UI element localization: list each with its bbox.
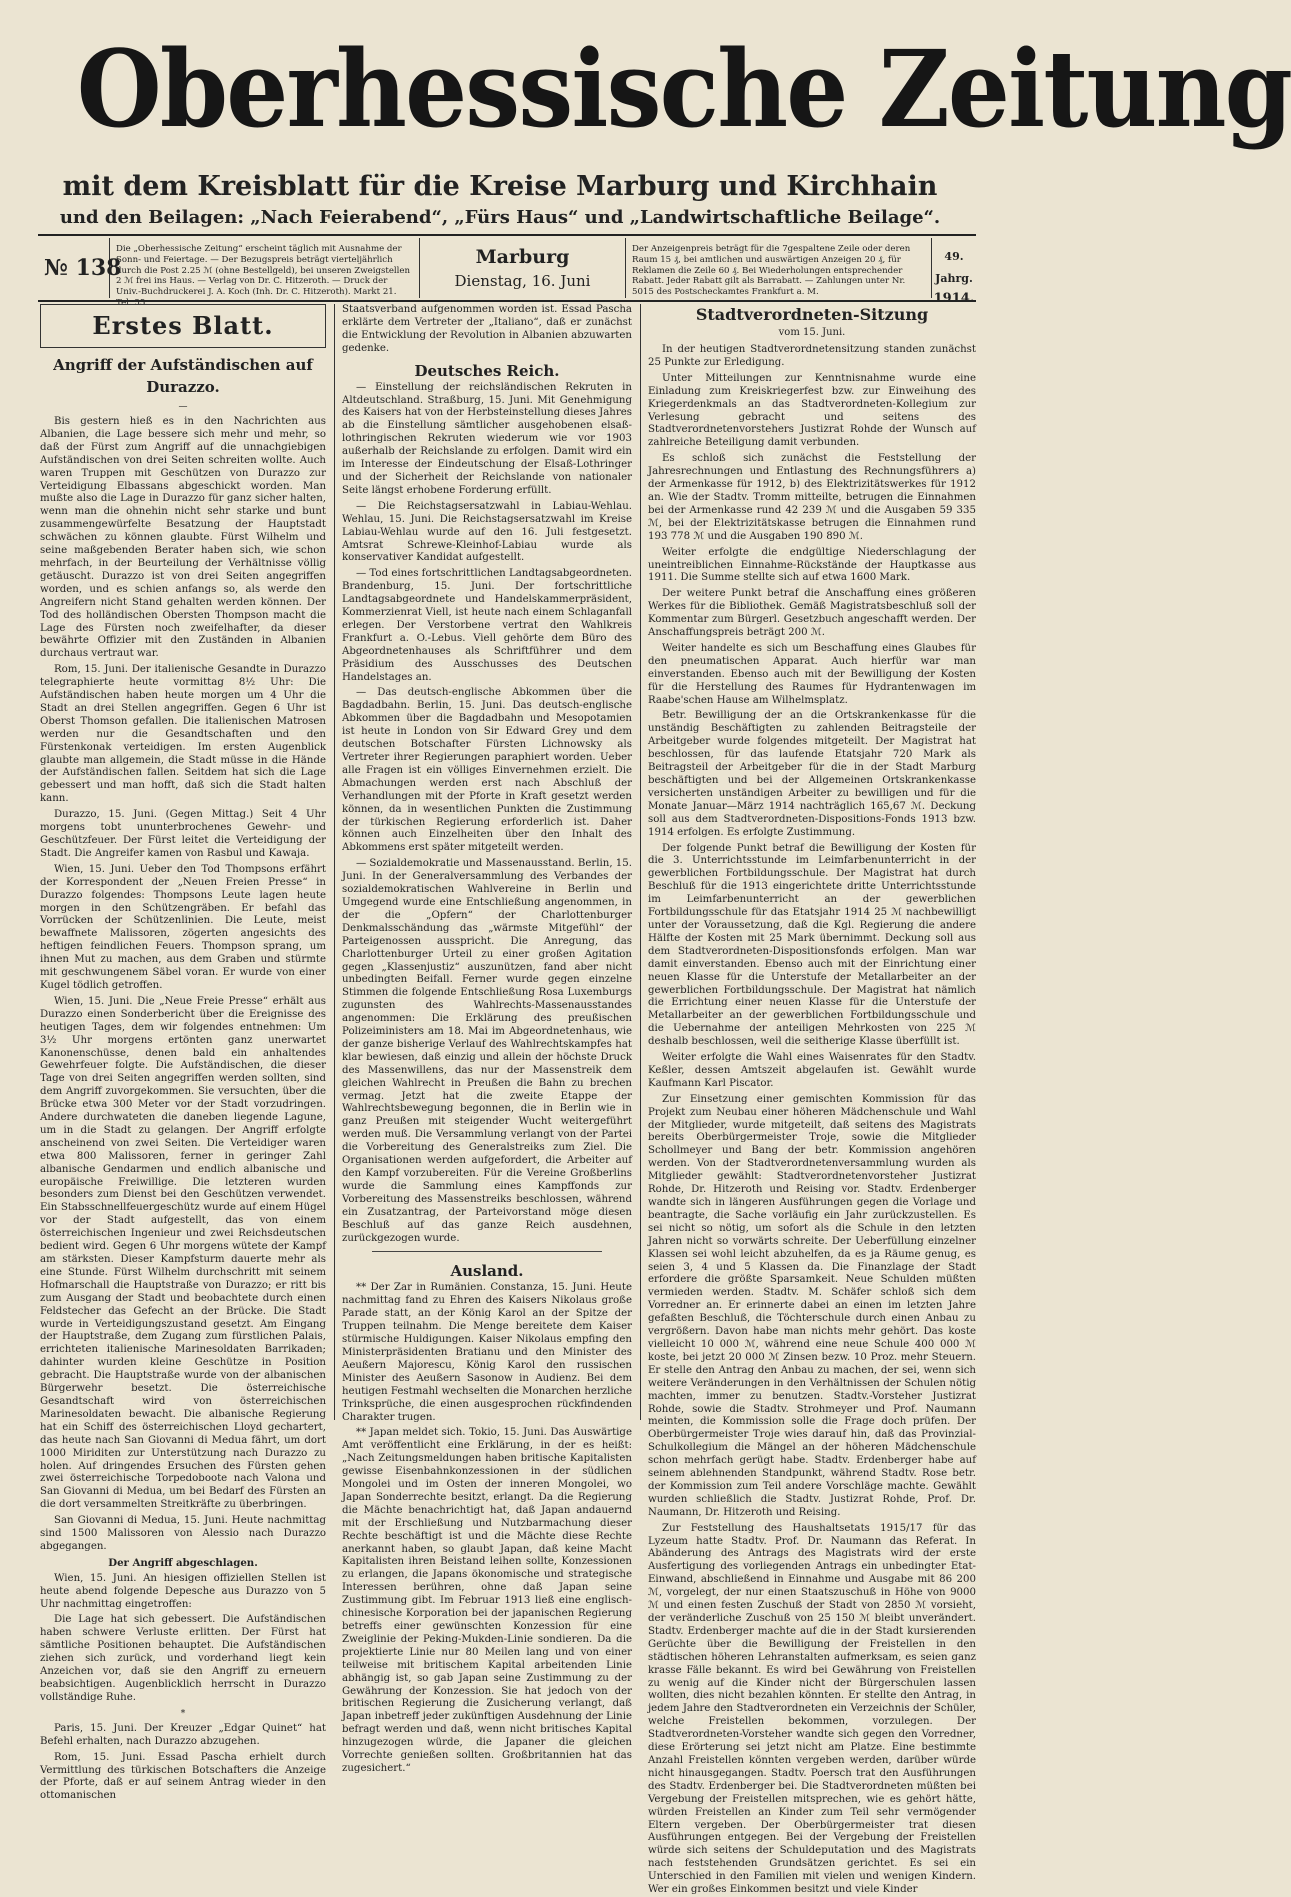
volume-cell bbox=[932, 238, 976, 306]
article-paragraph: Wien, 15. Juni. An hiesigen offiziellen Stellen ist heute abend folgende Depesche aus Durazzo von 5 Uhr nachmittag eingetroffen: bbox=[40, 1572, 326, 1610]
divider bbox=[372, 1251, 602, 1252]
issue-number-cell bbox=[38, 238, 122, 298]
news-item: ** Der Zar in Rumänien. Constanza, 15. Juni. Heute nachmittag fand zu Ehren des Kaisers Nikolaus große Parade statt, an der König Karol an der Spitze der Truppen teilnahm. Die Menge bereitete dem Kaiser stürmische Huldigungen. Kaiser Nikolaus empfing den Ministerpräsidenten Bratianu und den Minister des Aeußern Majorescu, König Karol den russischen Minister des Aeußern Sasonow in Audienz. Bei dem heutigen Festmahl wechselten die Monarchen herzliche Trinksprüche, die einen ausgesprochen rückfindenden Charakter trugen. bbox=[342, 1282, 632, 1423]
article-paragraph: Rom, 15. Juni. Essad Pascha erhielt durch Vermittlung des türkischen Botschafters die Anzeige der Pforte, daß er auf seinem Antrag wieder in den ottomanischen bbox=[40, 1751, 326, 1802]
article-paragraph: Durazzo, 15. Juni. (Gegen Mittag.) Seit 4 Uhr morgens tobt ununterbrochenes Gewehr- und Geschützfeuer. Der Fürst leitet die Verteidigung der Stadt. Die Angreifer kamen von Rasbul und Kawaja. bbox=[40, 809, 326, 859]
article-paragraph: San Giovanni di Medua, 15. Juni. Heute nachmittag sind 1500 Malissoren von Alessio nach Durazzo abgegangen. bbox=[40, 1515, 326, 1552]
ad-price-cell bbox=[626, 238, 932, 298]
article-paragraph: Paris, 15. Juni. Der Kreuzer „Edgar Quinet“ hat Befehl erhalten, nach Durazzo abzugehen. bbox=[40, 1722, 326, 1747]
newspaper-subtitle: mit dem Kreisblatt für die Kreise Marburg und Kirchhain bbox=[62, 171, 938, 202]
city-name: Marburg bbox=[475, 246, 570, 268]
news-item: — Einstellung der reichsländischen Rekruten in Altdeutschland. Straßburg, 15. Juni. Mit Genehmigung des Kaisers hat von der Herbsteinstellung dieses Jahres ab die Einstellung sämtlicher ausgehobenen elsaß-lothringischen Rekruten wiederum wie vor 1903 außerhalb der Reichslande zu erfolgen. Damit wird ein im Interesse der Eindeutschung der Elsaß-Lothringer und der Sicherheit der Reichslande von nationaler Seite längst erhobene Forderung erfüllt. bbox=[342, 381, 632, 496]
column-2 bbox=[342, 304, 632, 1774]
issue-number: № 138 bbox=[44, 255, 122, 281]
article-paragraph: Betr. Bewilligung der an die Ortskrankenkasse für die unständig Beschäftigten zu zahlenden Beitragsteile der Arbeitgeber wurde folgendes mitgeteilt. Der Magistrat hat beschlossen, für das laufende Etatsjahr 720 Mark als Beitragsteil der Arbeitgeber für die in der Stadt Marburg beschäftigten und bei der Allgemeinen Ortskrankenkasse versicherten unständigen Arbeiter zu bewilligen und für die Monate Januar—März 1914 nachträglich 165,67 ℳ. Deckung soll aus dem Stadtverordneten-Dispositions-Fonds 1913 bzw. 1914 erfolgen. Es erfolgte Zustimmung. bbox=[648, 710, 976, 838]
column-divider-2 bbox=[640, 304, 641, 1420]
column-1 bbox=[40, 304, 326, 1802]
issue-date: Dienstag, 16. Juni bbox=[454, 272, 591, 290]
article-paragraph: Die Lage hat sich gebessert. Die Aufständischen haben schwere Verluste erlitten. Der Fürst hat sämtliche Positionen behauptet. Die Aufständischen ziehen sich zurück, und vorderhand liegt kein Anzeichen vor, daß sie den Angriff zu erneuern beabsichtigen. Augenblicklich herrscht in Durazzo vollständige Ruhe. bbox=[40, 1614, 326, 1703]
article-headline-stadtverordneten: Stadtverordneten-Sitzung bbox=[695, 305, 929, 324]
article-paragraph: Zur Einsetzung einer gemischten Kommission für das Projekt zum Neubau einer höheren Mädchenschule und Wahl der Mitglieder, wurde mitgeteilt, daß seitens des Magistrats bereits Oberbürgermeister Troje, sowie die Mitglieder Schollmeyer und Bang der betr. Kommission angehören werden. Von der Stadtverordnetenversammlung wurden als Mitglieder gewählt: Stadtverordnetenvorsteher Justizrat Rohde, Dr. Hitzeroth und Reising vor. Stadtv. Erdenberger wandte sich in längeren Ausführungen gegen die Vorlage und beantragte, die Sache vorläufig ein Jahr zurückzustellen. Es sei nicht so nötig, um sofort als die Schule in den letzten Jahren nicht so vorwärts schreite. Der Ueberfüllung einzelner Klassen sei wohl leicht abzuhelfen, da es ja Räume genug, es seien 3, 4 und 5 Klassen da. Die Finanzlage der Stadt erfordere die größte Sparsamkeit. Neue Schulden müßten vermieden werden. Stadtv. M. Schäfer schloß sich dem Vorredner an. Er erinnerte dabei an einen im letzten Jahre gefaßten Beschluß, die Töchterschule durch einen Anbau zu vergrößern. Davon habe man nichts mehr gehört. Das koste vielleicht 10 000 ℳ, während eine neue Schule 400 000 ℳ koste, bei jetzt 20 000 ℳ Zinsen bezw. 10 Proz. mehr Steuern. Er stelle den Antrag den Anbau zu machen, der sei, wenn sich weitere Veränderungen in den Verhältnissen der Schulen nötig machten, immer zu benutzen. Stadtv.-Vorsteher Justizrat Rohde, sowie die Stadtv. Strohmeyer und Prof. Naumann meinten, die Kommission solle die Frage doch prüfen. Der Oberbürgermeister Troje wies darauf hin, daß das Provinzial-Schulkollegium die Mängel an der höheren Mädchenschule schon mehrfach gerügt habe. Stadtv. Erdenberger habe auf seinem ablehnenden Standpunkt, während Stadtv. Rose betr. der Kommission zum Teil andere Vorschläge machte. Gewählt wurden schließlich die Stadtv. Justizrat Rohde, Prof. Dr. Naumann, Dr. Hitzeroth und Reising. bbox=[648, 1093, 976, 1518]
publisher-note-cell bbox=[110, 238, 420, 308]
column-3 bbox=[648, 304, 976, 1896]
article-date: vom 15. Juni. bbox=[778, 327, 846, 338]
article-paragraph: Rom, 15. Juni. Der italienische Gesandte in Durazzo telegraphierte heute vormittag 8½ Uhr: Die Aufständischen haben heute morgen um 4 Uhr die Stadt an drei Stellen angegriffen. Gegen 6 Uhr ist Oberst Thomson gefallen. Die italienischen Matrosen werden nur die Gesandtschaften und den Fürstenkonak verteidigen. Im ersten Augenblick glaubte man allgemein, die Stadt müsse in die Hände der Aufständischen fallen. Seitdem hat sich die Lage gebessert und man hofft, daß sich die Stadt halten kann. bbox=[40, 664, 326, 805]
news-item: ** Japan meldet sich. Tokio, 15. Juni. Das Auswärtige Amt veröffentlicht eine Erklärung, in der es heißt: „Nach Zeitungsmeldungen haben britische Kapitalisten gewisse Eisenbahnkonzessionen in der südlichen Mongolei und im Osten der inneren Mongolei, wo Japan Sonderrechte besitzt, erlangt. Da die Regierung die Mächte benachrichtigt hat, daß Japan andauernd mit der Erschließung und Nutzbarmachung dieser Rechte beschäftigt ist und die Mächte diese Rechte anerkannt haben, so glaubt Japan, daß keine Macht Kapitalisten ihren Beistand leihen sollte, Konzessionen zu erlangen, die Japans ökonomische und strategische Interessen berühren, ohne daß Japan seine Zustimmung gibt. Im Februar 1913 ließ eine englisch-chinesische Korporation bei der japanischen Regierung betreffs einer gewünschten Konzession für eine Zweiglinie der Peking-Mukden-Linie sondieren. Da die projektierte Linie nur 80 Meilen lang und von einer teilweise mit britischem Kapital arbeitenden Linie abhängig ist, so gab Japan seine Zustimmung zu der Gewährung der Konzession. Sie hat jedoch von der britischen Regierung die Zusicherung verlangt, daß Japan inbetreff jeder zukünftigen Ausdehnung der Linie befragt werden und daß, wenn nicht britisches Kapital hinzugezogen würde, die Japaner die gleichen Vorrechte genießen sollten. Großbritannien hat das zugesichert.“ bbox=[342, 1427, 632, 1774]
volume-number: 49. Jahrg. bbox=[935, 250, 973, 285]
dateline-cell bbox=[420, 238, 626, 298]
info-bar bbox=[38, 238, 976, 308]
article-paragraph: Wien, 15. Juni. Die „Neue Freie Presse“ erhält aus Durazzo einen Sonderbericht über die Ereignisse des heutigen Tages, dem wir folgendes entnehmen: Um 3½ Uhr morgens ertönten ganz unerwartet Kanonenschüsse, denen bald ein anhaltendes Gewehrfeuer folgte. Die Aufständischen, die dieser Tage von drei Seiten angegriffen werden sollten, sind dem Angriff zuvorgekommen. Sie versuchten, über die Brücke etwa 300 Meter vor der Stadt vorzudringen. Andere durchwateten die daneben liegende Lagune, um in die Stadt zu gelangen. Der Angriff erfolgte anscheinend von zwei Seiten. Die Verteidiger waren etwa 800 Malissoren, ferner in geringer Zahl albanische Gendarmen und endlich albanische und europäische Freiwillige. Die letzteren wurden besonders zum Dienst bei den Geschützen verwendet. Ein Stabsschnellfeuergeschütz wurde auf einem Hügel vor der Stadt aufgestellt, das von einem österreichischen Ingenieur und zwei Reichsdeutschen bedient wird. Gegen 6 Uhr morgens wütete der Kampf am stärksten. Dieser Kampfsturm dauerte mehr als eine Stunde. Fürst Wilhelm durchschritt mit seinem Hofmarschall die Hauptstraße von Durazzo; er ritt bis zum Ausgang der Stadt und beobachtete durch einen Feldstecher das Gefecht an der Brücke. Die Stadt wurde in Verteidigungszustand gesetzt. Am Eingang der Hauptstraße, dem Zugang zum fürstlichen Palais, errichteten italienische Marinesoldaten Barrikaden; dahinter wurden kleine Geschütze in Position gebracht. Die Hauptstraße wurde von der albanischen Bürgerwehr besetzt. Die österreichische Gesandtschaft wird von österreichischen Marinesoldaten bewacht. Die albanische Regierung hat ein Schiff des österreichischen Lloyd gechartert, das heute nach San Giovanni di Medua fährt, um dort 1000 Miriditen zur Unterstützung nach Durazzo zu holen. Auf dringendes Ersuchen des Fürsten gehen zwei österreichische Torpedoboote nach Valona und San Giovanni di Medua, um bei Bedarf des Fürsten an die dort versammelten Streitkräfte zu überbringen. bbox=[40, 995, 326, 1511]
masthead bbox=[40, 14, 1291, 164]
publisher-note: Die „Oberhessische Zeitung“ erscheint täglich mit Ausnahme der Sonn- und Feiertage. — Der Bezugspreis beträgt vierteljährlich durch die Post 2.25 ℳ (ohne Bestellgeld), bei unseren Zweigstellen 2 ℳ frei ins Haus. — Verlag von Dr. C. Hitzeroth. — Druck der Univ.-Buchdruckerei J. A. Koch (Inh. Dr. C. Hitzeroth). Markt 21. Tel. 55. bbox=[116, 244, 411, 308]
article-paragraph: In der heutigen Stadtverordnetensitzung standen zunächst 25 Punkte zur Erledigung. bbox=[648, 344, 976, 368]
top-rule bbox=[38, 234, 976, 236]
article-paragraph: Weiter handelte es sich um Beschaffung eines Glaubes für den pneumatischen Apparat. Auch hierfür war man einverstanden. Ebenso auch mit der Bewilligung der Kosten für die Herstellung des Raumes für Hydrantenwagen im Raabe'schen Hause am Wilhelmsplatz. bbox=[648, 642, 976, 706]
section-box bbox=[40, 304, 326, 348]
article-paragraph: Weiter erfolgte die Wahl eines Waisenrates für den Stadtv. Keßler, dessen Amtszeit abgelaufen ist. Gewählt wurde Kaufmann Karl Piscator. bbox=[648, 1052, 976, 1089]
news-item: — Die Reichstagsersatzwahl in Labiau-Wehlau. Wehlau, 15. Juni. Die Reichstagsersatzwahl im Kreise Labiau-Wehlau wurde auf den 16. Juli festgesetzt. Amtsrat Schrewe-Kleinhof-Labiau wurde als konservativer Kandidat aufgestellt. bbox=[342, 500, 632, 564]
article-paragraph: Staatsverband aufgenommen worden ist. Essad Pascha erklärte dem Vertreter der „Italiano“, daß er zunächst die Entwicklung der Revolution in Albanien abzuwarten gedenke. bbox=[342, 304, 632, 354]
news-item: — Tod eines fortschrittlichen Landtagsabgeordneten. Brandenburg, 15. Juni. Der fortschrittliche Landtagsabgeordnete und Handelskammerpräsident, Kommerzienrat Viell, ist heute nach einem Schlaganfall erlegen. Der Verstorbene vertrat den Wahlkreis Frankfurt a. O.-Lebus. Viell gehörte dem Büro des Abgeordnetenhauses als Schriftführer und dem Präsidium des Ausschusses des Deutschen Handelstages an. bbox=[342, 568, 632, 683]
column-divider-1 bbox=[334, 304, 335, 1420]
article-paragraph: Zur Feststellung des Haushaltsetats 1915/17 für das Lyzeum hatte Stadtv. Prof. Dr. Naumann das Referat. In Abänderung des Antrags des Magistrats wird der erste Ausfertigung des vorliegenden Antrags ein unbedingter Etat-Einwand, abschließend in Einnahme und Ausgabe mit 86 200 ℳ, vorgelegt, der nur einen Staatszuschuß in Höhe von 9000 ℳ und einen festen Zuschuß der Stadt von 2850 ℳ vorsieht, der veränderliche Zuschuß von 25 150 ℳ bleibt unverändert. Stadtv. Erdenberger machte auf die in der Stadt kursierenden Gerüchte über die Bewilligung der Freistellen in den städtischen höheren Lehranstalten aufmerksam, es seien ganz krasse Fälle bekannt. Es wird bei Gewährung von Freistellen zu wenig auf die Kinder nicht der Bürgerschulen lassen wollten, dies nicht bezahlen könnten. Er stellte den Antrag, in jedem Jahre den Stadtverordneten ein Verzeichnis der Schüler, welche Freistellen bekommen, vorzulegen. Der Stadtverordneten-Vorsteher wandte sich gegen den Vorredner, diese Erörterung sei jetzt nicht am Platze. Eine bestimmte Anzahl Freistellen könnten vergeben werden, darüber würde nicht hinausgegangen. Stadtv. Poersch trat den Ausführungen des Stadtv. Erdenberger bei. Die Stadtverordneten müßten bei Vergebung der Freistellen mitsprechen, wie es gehört hätte, würden Freistellen an Kinder zum Teil sehr vermögender Eltern vergeben. Der Oberbürgermeister trat diesen Ausführungen entgegen. Bei der Vergebung der Freistellen würde sich seitens der Schuldeputation und des Magistrats nach feststehenden Grundsätzen gerichtet. Es sei ein Unterschied in den Familien mit vielen und wenigen Kindern. Wer ein großes Einkommen besitzt und viele Kinder bbox=[648, 1522, 976, 1896]
news-item: — Sozialdemokratie und Massenausstand. Berlin, 15. Juni. In der Generalversammlung des Verbandes der sozialdemokratischen Wahlvereine in Berlin und Umgegend wurde eine Entschließung angenommen, in der die „Opfern“ der Charlottenburger Denkmalsschändung das „wärmste Mitgefühl“ der Parteigenossen ausspricht. Die Anregung, das Charlottenburger Urteil zu einer großen Agitation gegen „Klassenjustiz“ auszunützen, fand aber nicht unbedingten Beifall. Ferner wurde gegen einzelne Stimmen die folgende Entschließung Rosa Luxemburgs zugunsten des Wahlrechts-Massenausstandes angenommen: Die Erklärung des preußischen Polizeiministers am 18. Mai im Abgeordnetenhaus, wie der ganze bisherige Verlauf des Wahlrechtskampfes hat klar bewiesen, daß einzig und allein der höchste Druck des Massenwillens, das nur der Massenstreik dem gleichen Wahlrecht in Preußen die Bahn zu brechen vermag. Jetzt hat die zweite Etappe der Wahlrechtsbewegung begonnen, die in Berlin wie in ganz Preußen mit steigender Wucht weitergeführt werden muß. Die Versammlung verlangt von der Partei die Vorbereitung des Generalstreiks zum Ziel. Die Organisationen werden aufgefordert, die Arbeiter auf den Kampf vorzubereiten. Für die Vereine Großberlins wurde die Sammlung eines Kampffonds zur Vorbereitung des Massenstreiks beschlossen, während ein Zusatzantrag, der Parteivorstand möge diesen Beschluß auf das ganze Reich ausdehnen, zurückgezogen wurde. bbox=[342, 858, 632, 1244]
article-paragraph: Der weitere Punkt betraf die Anschaffung eines größeren Werkes für die Bibliothek. Gemäß Magistratsbeschluß soll der Kommentar zum Bürgerl. Gesetzbuch angeschafft werden. Der Anschaffungspreis beträgt 200 ℳ. bbox=[648, 588, 976, 639]
section-heading-deutsches-reich: Deutsches Reich. bbox=[414, 361, 560, 380]
newspaper-supplements: und den Beilagen: „Nach Feierabend“, „Fürs Haus“ und „Landwirtschaftliche Beilage“. bbox=[59, 207, 941, 228]
section-title: Erstes Blatt. bbox=[92, 311, 274, 340]
article-paragraph: Unter Mitteilungen zur Kenntnisnahme wurde eine Einladung zum Kreiskriegerfest bzw. zur Einweihung des Kriegerdenkmals an das Stadtverordneten-Kollegium zur Verlesung gebracht und seitens des Stadtverordnetenvorstehers Justizrat Rohde der Wunsch auf zahlreiche Beteiligung damit verbunden. bbox=[648, 372, 976, 449]
ad-price-note: Der Anzeigenpreis beträgt für die 7gespaltene Zeile oder deren Raum 15 ₰, bei amtlichen und auswärtigen Anzeigen 20 ₰, für Reklamen die Zeile 60 ₰. Bei Wiederholungen entsprechender Rabatt. Jeder Rabatt gilt als Barrabatt. — Zahlungen unter Nr. 5015 des Postscheckamtes Frankfurt a. M. bbox=[632, 244, 911, 298]
article-paragraph: Der folgende Punkt betraf die Bewilligung der Kosten für die 3. Unterrichtsstunde im Leimfarbenunterricht in der gewerblichen Fortbildungsschule. Der Magistrat hat durch Beschluß für die 1913 eingerichtete dritte Unterrichtsstunde im Leimfarbenunterricht an der gewerblichen Fortbildungsschule für das Etatsjahr 1914 25 ℳ nachbewilligt unter der Voraussetzung, daß die Kgl. Regierung die andere Hälfte der Kosten mit 25 Mark übernimmt. Deckung soll aus dem Stadtverordneten-Dispositionsfonds erfolgen. Man war damit einverstanden. Ebenso auch mit der Einrichtung einer neuen Klasse für die Unterstufe der Metallarbeiter an der gewerblichen Fortbildungsschule. Der Magistrat hat nämlich die Errichtung einer neuen Klasse für die Unterstufe der Metallarbeiter an der gewerblichen Fortbildungsschule und die Uebernahme der anteiligen Mehrkosten von 225 ℳ deshalb beschlossen, weil die seitherige Klasse überfüllt ist. bbox=[648, 842, 976, 1048]
info-bar-bottom-rule bbox=[38, 300, 976, 302]
article-paragraph: Es schloß sich zunächst die Feststellung der Jahresrechnungen und Entlastung des Rechnungsführers a) der Armenkasse für 1912, b) des Elektrizitätswerkes für 1912 an. Wie der Stadtv. Tromm mitteilte, betrugen die Einnahmen bei der Armenkasse rund 42 239 ℳ und die Ausgaben 59 335 ℳ, bei der Elektrizitätskasse betrugen die Einnahmen rund 193 778 ℳ und die Ausgaben 190 890 ℳ. bbox=[648, 453, 976, 542]
volume-year: 1914. bbox=[933, 291, 975, 306]
article-paragraph: Weiter erfolgte die endgültige Niederschlagung der uneintreiblichen Einnahme-Rückstände der Hauptkasse aus 1911. Die Summe stellte sich auf etwa 1600 Mark. bbox=[648, 546, 976, 584]
section-heading-ausland: Ausland. bbox=[450, 1262, 524, 1281]
newspaper-title: Oberhessische Zeitung bbox=[76, 26, 1291, 151]
article-headline-durazzo: Angriff der Aufständischen auf Durazzo. bbox=[53, 356, 313, 396]
news-item: — Das deutsch-englische Abkommen über die Bagdadbahn. Berlin, 15. Juni. Das deutsch-englische Abkommen über die Bagdadbahn und Mesopotamien ist heute in London von Sir Edward Grey und dem deutschen Botschafter Fürsten Lichnowsky als Vertreter ihrer Regierungen paraphiert worden. Ueber alle Fragen ist ein völliges Einvernehmen erzielt. Die Abmachungen werden erst nach Abschluß der Verhandlungen mit der Pforte in Kraft gesetzt werden können, da in wesentlichen Punkten die Zustimmung der türkischen Regierung erforderlich ist. Daher können auch Einzelheiten über den Inhalt des Abkommens erst später mitgeteilt werden. bbox=[342, 687, 632, 854]
article-paragraph: Bis gestern hieß es in den Nachrichten aus Albanien, die Lage bessere sich mehr und mehr, so daß der Fürst zum Angriff auf die unnachgiebigen Aufständischen von drei Seiten schreiten wollte. Auch waren Truppen mit Geschützen von Durazzo zur Verteidigung Elbassans abgeschickt worden. Man mußte also die Lage in Durazzo für ganz sicher halten, wenn man die ohnehin nicht sehr starke und bunt zusammengewürfelte Besatzung der Hauptstadt schwächen zu können glaubte. Fürst Wilhelm und seine maßgebenden Berater haben sich, wie schon mehrfach, in der Beurteilung der Verhältnisse völlig getäuscht. Durazzo ist von drei Seiten angegriffen worden, und es schien anfangs so, als werde den Angreifern nicht Stand gehalten werden können. Der Tod des holländischen Obersten Thompson macht die Lage des Fürsten noch zweifelhafter, da dieser bewährte Offizier mit den Zuständen in Albanien durchaus vertraut war. bbox=[40, 416, 326, 660]
separator: * bbox=[180, 1708, 186, 1719]
article-subheading: Der Angriff abgeschlagen. bbox=[108, 1556, 258, 1569]
article-paragraph: Wien, 15. Juni. Ueber den Tod Thompsons erfährt der Korrespondent der „Neuen Freien Presse“ in Durazzo folgendes: Thompsons Leute lagen heute morgen in den Schützengräben. Er befahl das Vorrücken der Schützenlinien. Die Leute, meist bewaffnete Malissoren, zögerten angesichts des heftigen feindlichen Feuers. Thompson sprang, um ihnen Mut zu machen, aus dem Graben und stürmte mit geschwungenem Säbel voran. Er wurde von einer Kugel tödlich getroffen. bbox=[40, 863, 326, 991]
separator: — bbox=[178, 402, 188, 412]
